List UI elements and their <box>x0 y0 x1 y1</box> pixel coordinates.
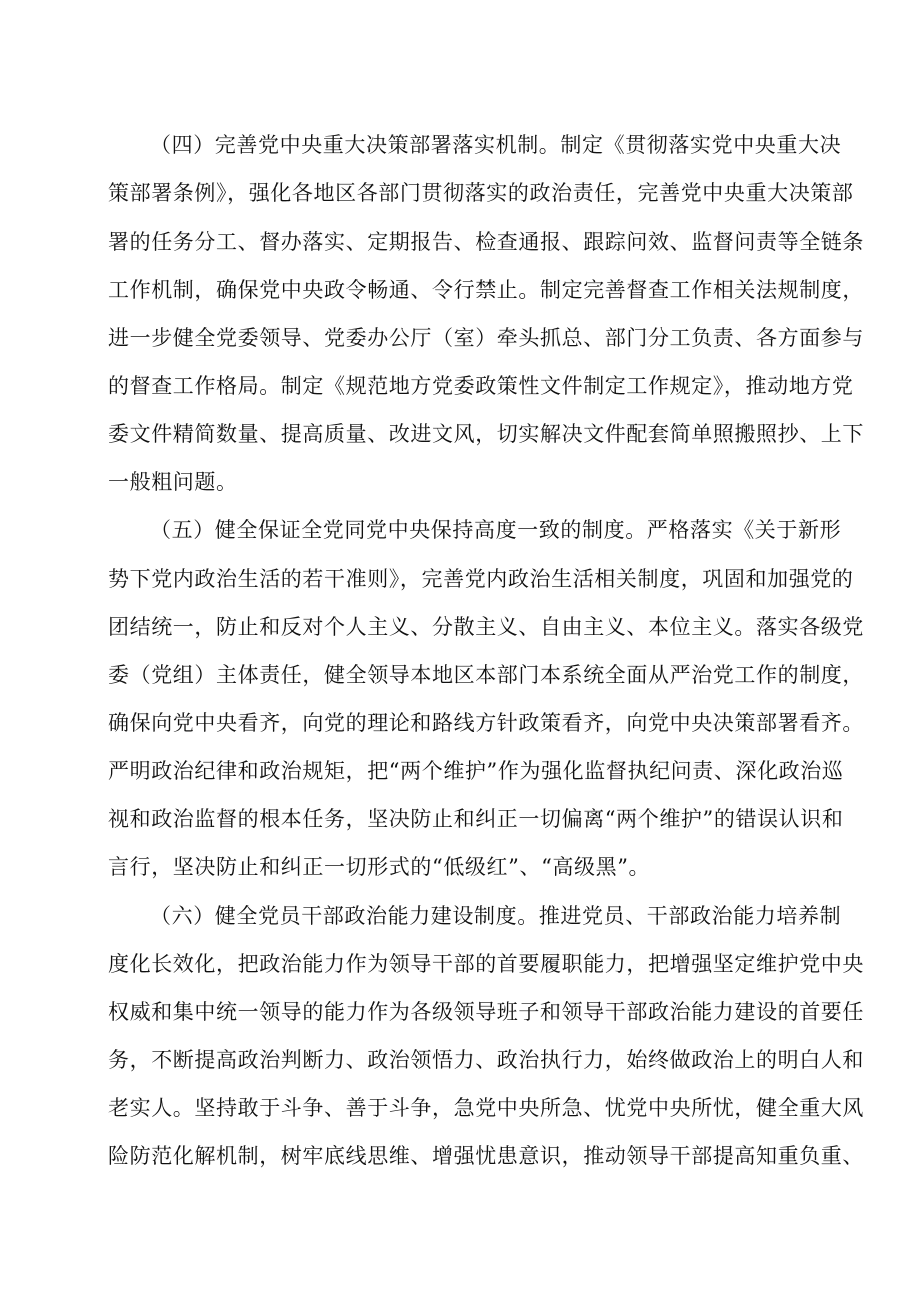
text-line: （六）健全党员干部政治能力建设制度。推进党员、干部政治能力培养制 <box>150 904 842 928</box>
text-line: 权威和集中统一领导的能力作为各级领导班子和领导干部政治能力建设的首要任 <box>108 1000 864 1024</box>
text-line: 严明政治纪律和政治规矩，把“两个维护”作为强化监督执纪问责、深化政治巡 <box>108 759 844 783</box>
text-line: 进一步健全党委领导、党委办公厅（室）牵头抓总、部门分工负责、各方面参与 <box>108 326 864 350</box>
text-line: （四）完善党中央重大决策部署落实机制。制定《贯彻落实党中央重大决 <box>150 133 842 157</box>
text-line: 势下党内政治生活的若干准则》，完善党内政治生活相关制度，巩固和加强党的 <box>108 567 854 591</box>
text-line: 工作机制，确保党中央政令畅通、令行禁止。制定完善督查工作相关法规制度， <box>108 278 864 302</box>
text-line: 务，不断提高政治判断力、政治领悟力、政治执行力，始终做政治上的明白人和 <box>108 1048 864 1072</box>
text-line: 言行，坚决防止和纠正一切形式的“低级红”、“高级黑”。 <box>108 855 651 879</box>
text-line: 老实人。坚持敢于斗争、善于斗争，急党中央所急、忧党中央所忧，健全重大风 <box>108 1096 864 1120</box>
text-line: 视和政治监督的根本任务，坚决防止和纠正一切偏离“两个维护”的错误认识和 <box>108 807 844 831</box>
text-line: 险防范化解机制，树牢底线思维、增强忧患意识，推动领导干部提高知重负重、 <box>108 1144 864 1168</box>
text-line: 委（党组）主体责任，健全领导本地区本部门本系统全面从严治党工作的制度， <box>108 663 864 687</box>
text-line: 署的任务分工、督办落实、定期报告、检查通报、跟踪问效、监督问责等全链条 <box>108 230 864 254</box>
text-line: 委文件精简数量、提高质量、改进文风，切实解决文件配套简单照搬照抄、上下 <box>108 422 864 446</box>
text-line: 策部署条例》，强化各地区各部门贯彻落实的政治责任，完善党中央重大决策部 <box>108 181 854 205</box>
text-line: （五）健全保证全党同党中央保持高度一致的制度。严格落实《关于新形 <box>150 518 842 542</box>
text-line: 一般粗问题。 <box>108 470 238 494</box>
text-line: 的督查工作格局。制定《规范地方党委政策性文件制定工作规定》，推动地方党 <box>108 374 854 398</box>
text-line: 度化长效化，把政治能力作为领导干部的首要履职能力，把增强坚定维护党中央 <box>108 952 864 976</box>
text-line: 团结统一，防止和反对个人主义、分散主义、自由主义、本位主义。落实各级党 <box>108 615 864 639</box>
text-line: 确保向党中央看齐，向党的理论和路线方针政策看齐，向党中央决策部署看齐。 <box>108 711 864 735</box>
